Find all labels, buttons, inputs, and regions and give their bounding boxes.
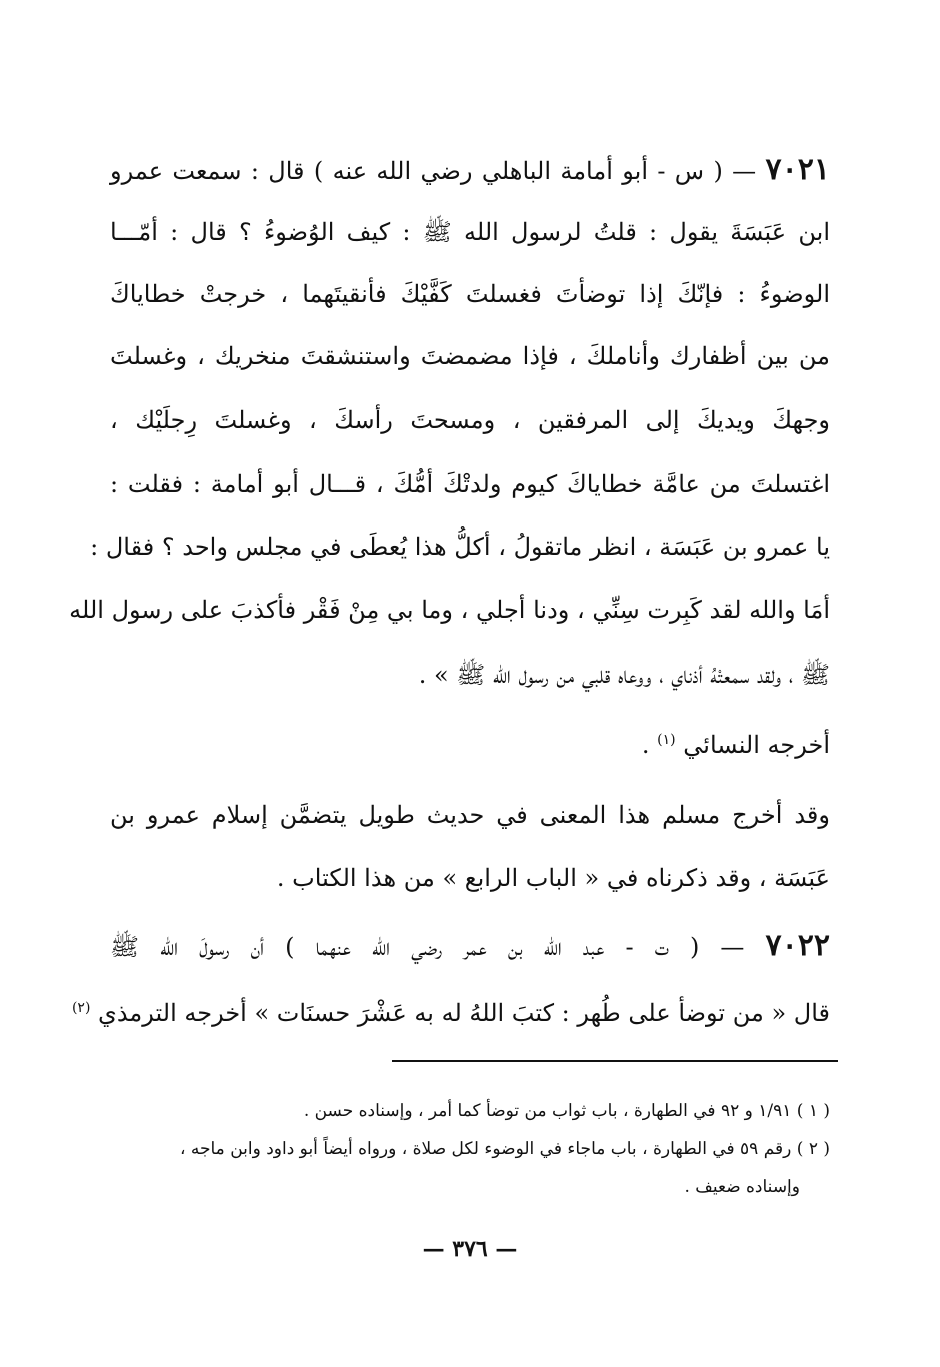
takhrij-text: أخرجه النسائي (683, 731, 830, 759)
hadith-7021-line-1 (110, 150, 830, 192)
hadith-7021-line-4: من بين أظفارك وأناملكَ ، فإذا مضمضتَ واستنشقتَ منخريك ، وغسلتَ (110, 342, 830, 370)
hadith-number: ٧٠٢٢ (765, 928, 830, 963)
hadith-7021-line-3: الوضوءُ : فإنّكَ إذا توضأتَ فغسلتَ كَفَّيْكَ فأنقيتَهما ، خرجتْ خطاياكَ (110, 280, 830, 308)
hadith-7021-line-5: وجهكَ ويديكَ إلى المرفقين ، ومسحتَ رأسكَ ، وغسلتَ رِجلَيْك ، (110, 406, 830, 434)
hadith-7021-line-9: ﷺ ، ولقد سمعتْهُ أذناي ، ووعاه قلبي من رسول الله ﷺ » . (418, 661, 830, 689)
footnote-1: ( ١ ) ١/٩١ و ٩٢ في الطهارة ، باب ثواب من توضأ كما أمر ، وإسناده حسن . (303, 1101, 830, 1121)
note-line-1: وقد أخرج مسلم هذا المعنى في حديث طويل يتضمَّن إسلام عمرو بن (110, 801, 830, 829)
footnote-2-continued: وإسناده ضعيف . (684, 1177, 800, 1197)
hadith-7021-line-7: يا عمرو بن عَبَسَة ، انظر ماتقولُ ، أكلُّ هذا يُعطَى في مجلس واحد ؟ فقال : (90, 533, 830, 561)
hadith-text: — ( ت - عبد الله بن عمر رضي الله عنهما ) أن رسولَ الله ﷺ (110, 933, 745, 961)
hadith-text: قال « من توضأ على طُهر : كتبَ اللهُ له به عَشْرَ حسنَات » أخرجه الترمذي (98, 999, 830, 1027)
footnote-2: ( ٢ ) رقم ٥٩ في الطهارة ، باب ماجاء في الوضوء لكل صلاة ، ورواه أيضاً أبو داود وابن ماجه ، (179, 1139, 830, 1159)
hadith-7022-line-1 (110, 926, 830, 968)
footnote-divider (392, 1060, 838, 1062)
hadith-7022-line-2 (71, 988, 830, 1030)
hadith-7021-line-8: أمَا والله لقد كَبِرت سِنِّي ، ودنا أجلي ، وما بي مِنْ فَقْر فأكذبَ على رسول الله (69, 596, 830, 624)
hadith-number: ٧٠٢١ (765, 152, 830, 187)
note-line-2: عَبَسَة ، وقد ذكرناه في « الباب الرابع » من هذا الكتاب . (276, 864, 830, 892)
footnote-ref-2: (٢) (71, 1000, 91, 1016)
page-number: — ٣٧٦ — (422, 1236, 518, 1262)
hadith-7021-takhrij (110, 720, 830, 762)
takhrij-end: . (641, 731, 650, 759)
hadith-7021-line-2: ابن عَبَسَةَ يقول : قلتُ لرسول الله ﷺ : كيف الوُضوءُ ؟ قال : أمّـــا (110, 218, 830, 246)
hadith-7021-line-6: اغتسلتَ من عامَّة خطاياكَ كيوم ولدتْكَ أمُّكَ ، قـــال أبو أمامة : فقلت : (110, 470, 830, 498)
footnote-ref-1: (١) (657, 732, 676, 748)
hadith-text: — ( س - أبو أمامة الباهلي رضي الله عنه ) قال : سمعت عمرو (110, 157, 757, 185)
